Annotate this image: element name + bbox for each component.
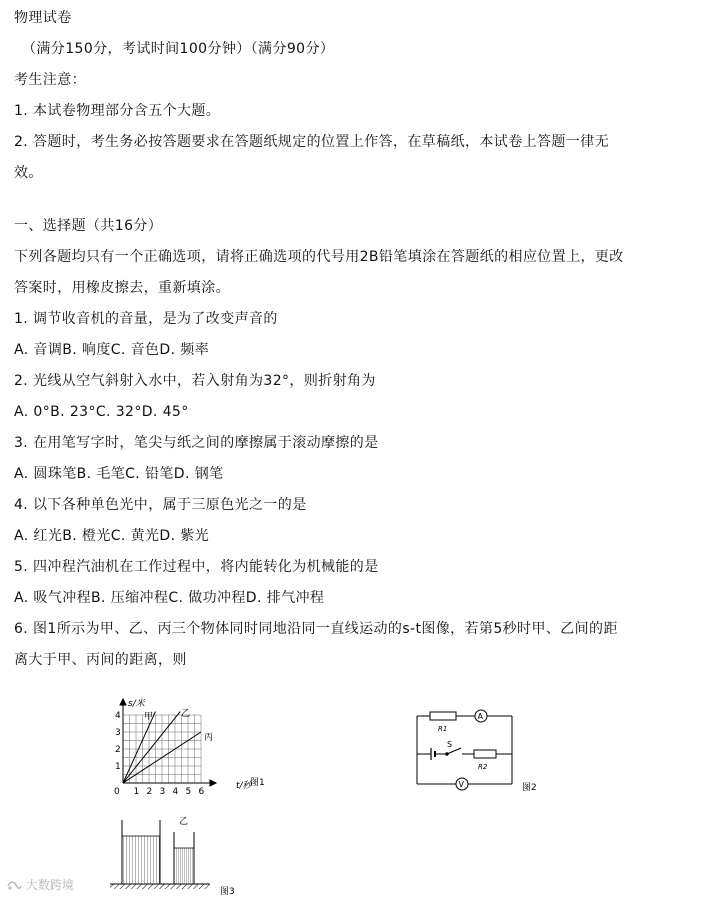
question-1: 1. 调节收音机的音量，是为了改变声音的	[14, 311, 278, 327]
liquid-jia	[123, 836, 160, 884]
instruction-line-2: 答案时，用橡皮擦去，重新填涂。	[14, 280, 230, 296]
figure-2-caption: 图2	[522, 783, 537, 793]
notice-heading: 考生注意：	[14, 72, 86, 88]
question-5: 5. 四冲程汽油机在工作过程中，将内能转化为机械能的是	[14, 559, 379, 575]
figure-1-caption: 图1	[250, 778, 265, 788]
notice-2-cont: 效。	[14, 165, 43, 181]
x-axis-arrow-icon	[210, 780, 216, 786]
figure-3-containers	[108, 810, 248, 896]
x-tick-label: 3	[159, 787, 166, 797]
question-2-options: A. 0°B. 23°C. 32°D. 45°	[14, 404, 189, 420]
line-label-jia: 甲	[144, 712, 154, 722]
y-axis-arrow-icon	[120, 699, 126, 705]
axes	[120, 699, 216, 786]
series-line-2	[123, 712, 180, 783]
container-yi-label: 乙	[179, 817, 189, 827]
ground	[110, 884, 210, 889]
figure-1-st-graph	[108, 695, 278, 800]
watermark-logo-icon	[6, 880, 22, 892]
question-2: 2. 光线从空气斜射入水中，若入射角为32°，则折射角为	[14, 373, 376, 389]
figure-2-circuit	[412, 703, 572, 803]
switch-label: S	[447, 740, 453, 749]
y-axis-label: s/米	[128, 699, 145, 709]
x-tick-label: 4	[172, 787, 179, 797]
y-tick-label: 1	[115, 762, 121, 772]
grid	[123, 715, 201, 783]
x-tick-label: 6	[198, 787, 205, 797]
r1-label: R1	[438, 725, 448, 733]
y-tick-label: 2	[115, 745, 121, 755]
ammeter-label: A	[477, 712, 483, 721]
instruction-line-1: 下列各题均只有一个正确选项，请将正确选项的代号用2B铅笔填涂在答题纸的相应位置上，更改	[14, 249, 624, 265]
x-tick-label: 1	[133, 787, 140, 797]
voltmeter-label: V	[458, 780, 464, 789]
section-heading: 一、选择题（共16分）	[14, 218, 163, 234]
x-tick-label: 5	[185, 787, 192, 797]
r2-label: R2	[478, 763, 488, 771]
watermark-text: 大数跨境	[25, 878, 74, 892]
score-info: （满分150分，考试时间100分钟）（满分90分）	[22, 41, 335, 57]
question-3: 3. 在用笔写字时，笔尖与纸之间的摩擦属于滚动摩擦的是	[14, 435, 379, 451]
y-tick-label: 4	[115, 711, 121, 721]
question-3-options: A. 圆珠笔B. 毛笔C. 铅笔D. 钢笔	[14, 466, 224, 482]
notice-2: 2. 答题时，考生务必按答题要求在答题纸规定的位置上作答，在草稿纸，本试卷上答题一律无	[14, 134, 610, 150]
question-1-options: A. 音调B. 响度C. 音色D. 频率	[14, 342, 210, 358]
resistor-r1	[430, 712, 456, 720]
y-tick-label: 3	[115, 728, 121, 738]
question-4-options: A. 红光B. 橙光C. 黄光D. 紫光	[14, 528, 210, 544]
x-tick-label: 2	[146, 787, 153, 797]
question-6-line-2: 离大于甲、丙间的距离，则	[14, 652, 187, 668]
resistor-r2	[474, 750, 496, 758]
watermark	[6, 876, 74, 893]
x-axis-label: t/秒	[236, 781, 252, 791]
doc-title: 物理试卷	[14, 10, 72, 26]
figure-3-caption: 图3	[220, 887, 235, 896]
liquid-yi	[175, 848, 194, 884]
question-5-options: A. 吸气冲程B. 压缩冲程C. 做功冲程D. 排气冲程	[14, 590, 325, 606]
x-tick-label: 0	[114, 787, 120, 797]
question-6-line-1: 6. 图1所示为甲、乙、丙三个物体同时同地沿同一直线运动的s-t图像，若第5秒时甲、乙间的距	[14, 621, 618, 637]
question-4: 4. 以下各种单色光中，属于三原色光之一的是	[14, 497, 307, 513]
line-label-bing: 丙	[204, 733, 214, 743]
line-label-yi: 乙	[181, 709, 191, 719]
notice-1: 1. 本试卷物理部分含五个大题。	[14, 103, 221, 119]
